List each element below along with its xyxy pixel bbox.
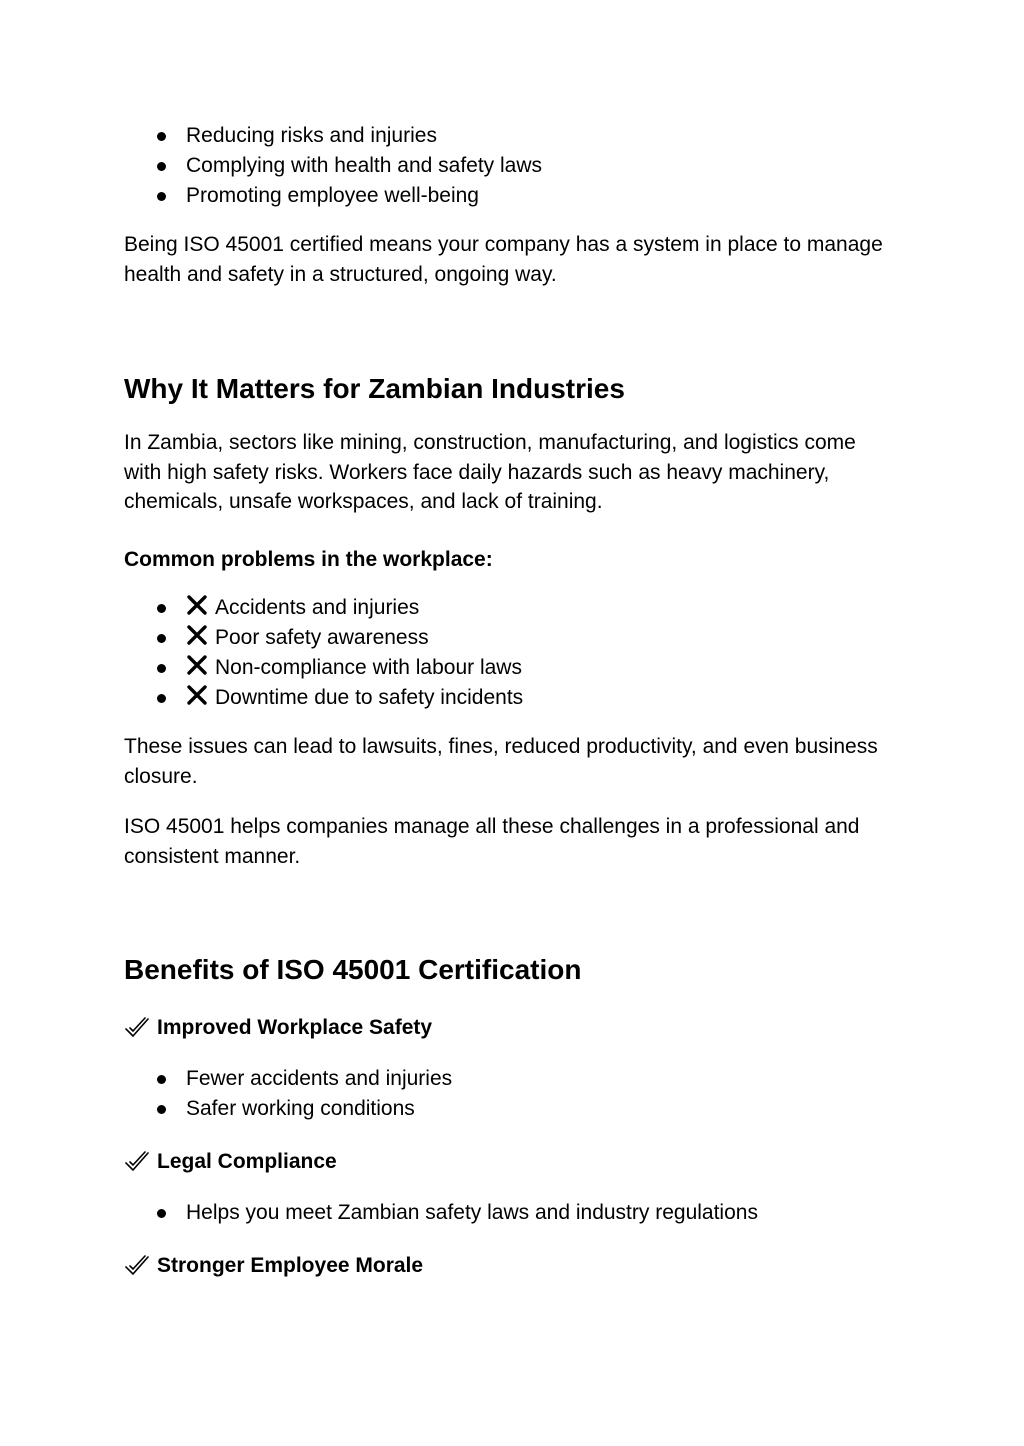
solution-paragraph: ISO 45001 helps companies manage all these challenges in a professional and consistent manner. (124, 815, 860, 868)
list-item: Downtime due to safety incidents (124, 683, 884, 713)
cross-icon (186, 684, 208, 706)
bullet-icon (157, 634, 166, 643)
benefit-heading: Stronger Employee Morale (124, 1251, 884, 1281)
bullet-icon (157, 192, 166, 201)
list-item: Safer working conditions (124, 1094, 884, 1124)
list-item: Promoting employee well-being (124, 181, 884, 211)
bullet-icon (157, 664, 166, 673)
list-item: Helps you meet Zambian safety laws and industry regulations (124, 1198, 884, 1228)
benefit-heading: Legal Compliance (124, 1147, 884, 1177)
list-item: Fewer accidents and injuries (124, 1064, 884, 1094)
cross-icon (186, 654, 208, 676)
intro-list (124, 121, 884, 211)
intro-paragraph: Being ISO 45001 certified means your company has a system in place to manage health and safety in a structured, ongoing way. (124, 233, 883, 286)
list-item: Reducing risks and injuries (124, 121, 884, 151)
section-heading-why: Why It Matters for Zambian Industries (124, 373, 625, 404)
list-item: Complying with health and safety laws (124, 151, 884, 181)
benefit-points (124, 1064, 884, 1124)
problems-list (124, 593, 884, 713)
problems-heading: Common problems in the workplace: (124, 548, 493, 571)
cross-icon (186, 594, 208, 616)
bullet-icon (157, 1075, 166, 1084)
list-item: Non-compliance with labour laws (124, 653, 884, 683)
list-item: Accidents and injuries (124, 593, 884, 623)
consequence-paragraph: These issues can lead to lawsuits, fines, reduced productivity, and even business closure. (124, 735, 878, 788)
why-paragraph: In Zambia, sectors like mining, construction, manufacturing, and logistics come with high safety risks. Workers face daily hazards such as heavy machinery, chemicals, unsafe workspaces, and lack of training. (124, 431, 856, 513)
check-icon (124, 1016, 151, 1040)
bullet-icon (157, 132, 166, 141)
check-icon (124, 1150, 151, 1174)
bullet-icon (157, 162, 166, 171)
bullet-icon (157, 1105, 166, 1114)
check-icon (124, 1254, 151, 1278)
bullet-icon (157, 1209, 166, 1218)
section-heading-benefits: Benefits of ISO 45001 Certification (124, 954, 582, 985)
bullet-icon (157, 604, 166, 613)
benefit-heading: Improved Workplace Safety (124, 1013, 884, 1043)
benefit-points (124, 1198, 884, 1228)
bullet-icon (157, 694, 166, 703)
cross-icon (186, 624, 208, 646)
list-item: Poor safety awareness (124, 623, 884, 653)
